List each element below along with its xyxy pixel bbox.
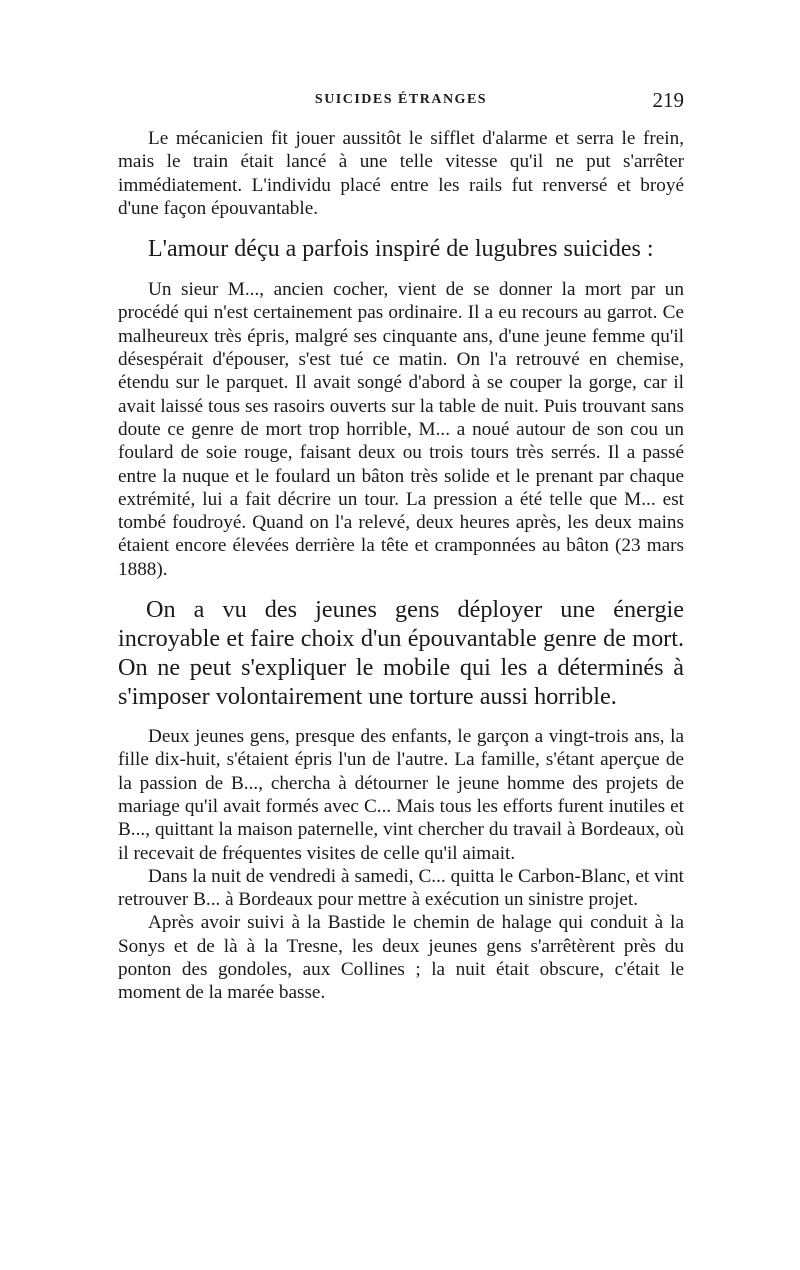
page-header — [118, 88, 684, 116]
large-paragraph: On a vu des jeunes gens déployer une énergie incroyable et faire choix d'un épouvantable genre de mort. On ne peut s'expliquer le mobile qui les a déterminés à s'imposer volontairement une torture aussi horrible. — [118, 596, 684, 711]
body-text — [118, 127, 684, 1005]
running-head: SUICIDES ÉTRANGES — [314, 92, 488, 107]
paragraph-3: Deux jeunes gens, presque des enfants, le garçon a vingt-trois ans, la fille dix-huit, s'étaient épris l'un de l'autre. La famille, s'étant aperçue de la passion de B..., chercha à détourner le jeune homme des projets de mariage qu'il avait formés avec C... Mais tous les efforts furent inutiles et B..., quittant la maison paternelle, vint chercher du travail à Bordeaux, où il recevait de fréquentes visites de celle qu'il aimait. — [118, 726, 684, 864]
paragraph-4: Dans la nuit de vendredi à samedi, C... quitta le Carbon-Blanc, et vint retrouver B... à Bordeaux pour mettre à exécution un sinistre projet. — [118, 865, 684, 911]
section-heading: L'amour déçu a parfois inspiré de lugubres suicides : — [148, 236, 654, 263]
paragraph-2: Un sieur M..., ancien cocher, vient de se donner la mort par un procédé qui n'est certainement pas ordinaire. Il a eu recours au garrot. Ce malheureux très épris, malgré ses cinquante ans, d'une jeune femme qu'il désespérait d'épouser, s'est tué ce matin. On l'a retrouvé en chemise, étendu sur le parquet. Il avait songé d'abord à se couper la gorge, car il avait laissé tous ses rasoirs ouverts sur la table de nuit. Puis trouvant sans doute ce genre de mort trop horrible, M... a noué autour de son cou un foulard de soie rouge, faisant deux ou trois tours très serrés. Il a passé entre la nuque et le foulard un bâton très solide et le prenant par chaque extrémité, lui a fait décrire un tour. La pression a été telle que M... est tombé foudroyé. Quand on l'a relevé, deux heures après, les deux mains étaient encore élevées derrière la tête et cramponnées au bâton (23 mars 1888). — [118, 279, 684, 580]
paragraph-5: Après avoir suivi à la Bastide le chemin de halage qui conduit à la Sonys et de là à la Tresne, les deux jeunes gens s'arrêtèrent près du ponton des gondoles, aux Collines ; la nuit était obscure, c'était le moment de la marée basse. — [118, 912, 684, 1004]
paragraph-1: Le mécanicien fit jouer aussitôt le sifflet d'alarme et serra le frein, mais le train était lancé à une telle vitesse qu'il ne put s'arrêter immédiatement. L'individu placé entre les rails fut renversé et broyé d'une façon épouvantable. — [118, 128, 684, 219]
page-number: 219 — [652, 88, 684, 112]
